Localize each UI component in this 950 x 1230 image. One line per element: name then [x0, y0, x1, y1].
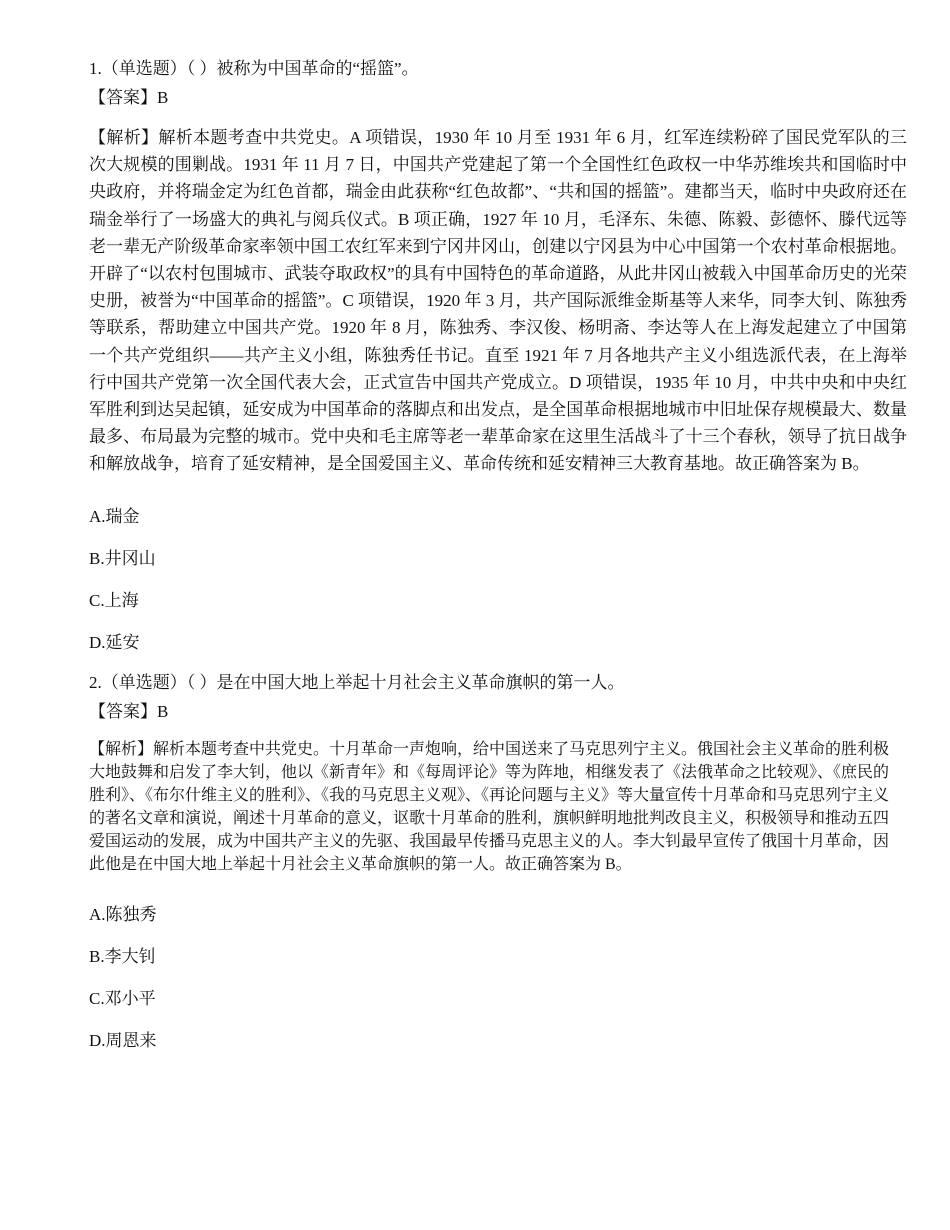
answer-line: 【答案】B: [89, 88, 169, 107]
question-2: [89, 670, 910, 1070]
option-d: D.周恩来: [89, 1030, 157, 1050]
option-list: [89, 902, 910, 1070]
question-stem: 1.（单选题）（ ）被称为中国革命的“摇篮”。: [89, 59, 419, 78]
option-b: B.井冈山: [89, 548, 156, 568]
option-d: D.延安: [89, 632, 140, 652]
option-c: C.邓小平: [89, 988, 156, 1008]
analysis-paragraph: 【解析】解析本题考查中共党史。十月革命一声炮响，给中国送来了马克思列宁主义。俄国社会主义革命的胜利极大地鼓舞和启发了李大钊，他以《新青年》和《每周评论》等为阵地，相继发表了《法俄革命之比较观》、《庶民的胜利》、《布尔什维主义的胜利》、《我的马克思主义观》、《再论问题与主义》等大量宣传十月革命和马克思列宁主义的著名文章和演说，阐述十月革命的意义，讴歌十月革命的胜利，旗帜鲜明地批判改良主义，积极领导和推动五四爱国运动的发展，成为中国共产主义的先驱、我国最早传播马克思主义的人。李大钊最早宣传了俄国十月革命，因此他是在中国大地上举起十月社会主义革命旗帜的第一人。故正确答案为 B。: [89, 740, 890, 873]
option-a: A.陈独秀: [89, 904, 157, 924]
option-a: A.瑞金: [89, 506, 140, 526]
option-list: [89, 504, 910, 672]
analysis-paragraph: 【解析】解析本题考查中共党史。A 项错误，1930 年 10 月至 1931 年 6 月，红军连续粉碎了国民党军队的三次大规模的围剿战。1931 年 11 月 7 日，中国共产党建起了第一个全国性红色政权一中华苏维埃共和国临时中央政府，并将瑞金定为红色首都，瑞金由此获称“红色故都”、“共和国的摇篮”。建都当天，临时中央政府还在瑞金举行了一场盛大的典礼与阅兵仪式。B 项正确，1927 年 10 月，毛泽东、朱德、陈毅、彭德怀、滕代远等老一辈无产阶级革命家率领中国工农红军来到宁冈井冈山，创建以宁冈县为中心中国第一个农村革命根据地。开辟了“以农村包围城市、武装夺取政权”的具有中国特色的革命道路，从此井冈山被载入中国革命历史的光荣史册，被誉为“中国革命的摇篮”。C 项错误，1920 年 3 月，共产国际派维金斯基等人来华，同李大钊、陈独秀等联系，帮助建立中国共产党。1920 年 8 月，陈独秀、李汉俊、杨明斋、李达等人在上海发起建立了中国第一个共产党组织——共产主义小组，陈独秀任书记。直至 1921 年 7 月各地共产主义小组选派代表，在上海举行中国共产党第一次全国代表大会，正式宣告中国共产党成立。D 项错误，1935 年 10 月，中共中央和中央红军胜利到达吴起镇，延安成为中国革命的落脚点和出发点，是全国革命根据地城市中旧址保存规模最大、数量最多、布局最为完整的城市。党中央和毛主席等老一辈革命家在这里生活战斗了十三个春秋，领导了抗日战争和解放战争，培育了延安精神，是全国爱国主义、革命传统和延安精神三大教育基地。故正确答案为 B。: [89, 128, 907, 474]
option-c: C.上海: [89, 590, 139, 610]
question-stem: 2.（单选题）（ ）是在中国大地上举起十月社会主义革命旗帜的第一人。: [89, 672, 625, 692]
question-1: [89, 56, 910, 672]
option-b: B.李大钊: [89, 946, 156, 966]
answer-line: 【答案】B: [89, 701, 169, 721]
